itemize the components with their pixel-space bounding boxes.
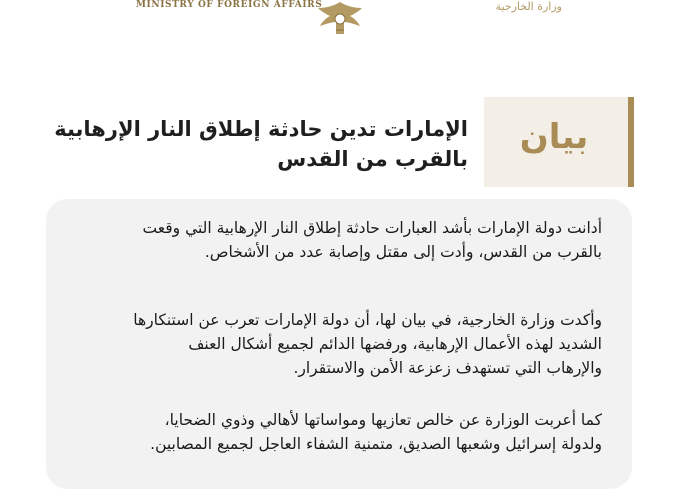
paragraph-1-line-1: أدانت دولة الإمارات بأشد العبارات حادثة إطلاق النار الإرهابية التي وقعت: [142, 219, 602, 237]
statement-label-box: [484, 97, 634, 187]
ministry-name-arabic: وزارة الخارجية: [495, 0, 562, 13]
paragraph-2-line-2: الشديد لهذه الأعمال الإرهابية، ورفضها الدائم لجميع أشكال العنف: [188, 335, 602, 353]
paragraph-3-line-2: ولدولة إسرائيل وشعبها الصديق، متمنية الشفاء العاجل لجميع المصابين.: [150, 435, 602, 453]
label-accent-bar: [628, 97, 634, 187]
statement-title: [40, 114, 468, 174]
paragraph-3: [62, 408, 602, 456]
paragraph-2-line-1: وأكدت وزارة الخارجية، في بيان لها، أن دولة الإمارات تعرب عن استنكارها: [133, 311, 602, 329]
statement-label: بيان: [519, 117, 589, 157]
paragraph-2: [62, 308, 602, 380]
uae-falcon-emblem-icon: [314, 0, 366, 36]
paragraph-1: [62, 216, 602, 264]
header: [0, 0, 680, 40]
paragraph-2-line-3: والإرهاب التي تستهدف زعزعة الأمن والاستقرار.: [293, 359, 602, 377]
title-line-1: الإمارات تدين حادثة إطلاق النار الإرهابية: [54, 117, 468, 141]
paragraph-1-line-2: بالقرب من القدس، وأدت إلى مقتل وإصابة عدد من الأشخاص.: [204, 243, 602, 261]
ministry-name-english: MINISTRY OF FOREIGN AFFAIRS: [136, 0, 323, 10]
paragraph-3-line-1: كما أعربت الوزارة عن خالص تعازيها ومواساتها لأهالي وذوي الضحايا،: [164, 411, 602, 429]
title-line-2: بالقرب من القدس: [277, 147, 468, 171]
